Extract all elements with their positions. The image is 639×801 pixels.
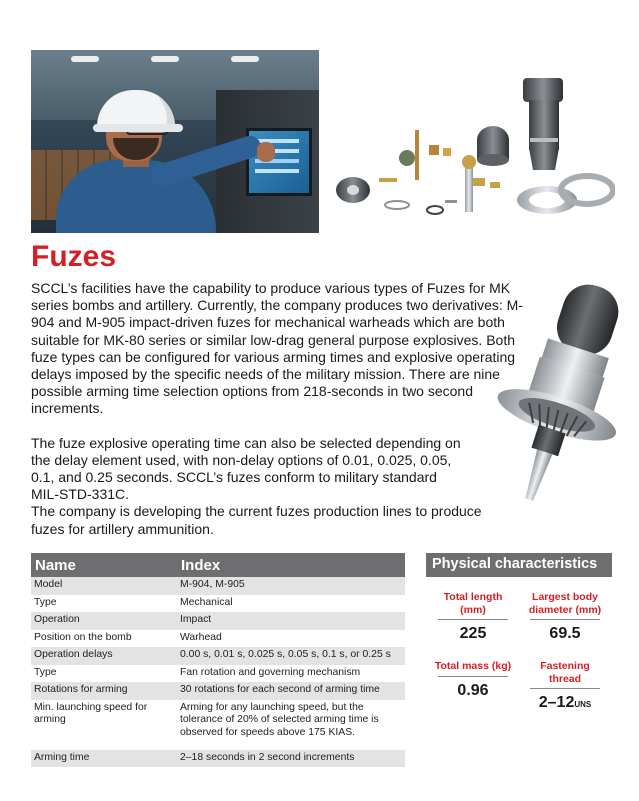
paragraph-development: The company is developing the current fuzes production lines to produce fuzes for artillery ammunition.	[31, 503, 482, 537]
paragraph-operating-time: The fuze explosive operating time can also be selected depending on the delay element used, with non-delay options of 0.01, 0.025, 0.05, 0.1, and 0.25 seconds. SCCL’s fuzes conform to military standard MIL-STD-331C.	[31, 434, 461, 503]
row-name: Rotations for arming	[31, 682, 177, 700]
total-length-cell	[434, 591, 512, 643]
paragraph-capabilities: SCCL’s facilities have the capability to produce various types of Fuzes for MK series bombs and artillery. Currently, the company produces two derivatives: M-904 and M-905 impact-driven fuzes for mechanical warheads which are both suitable for MK-80 series or similar low-drag general purpose explosives. Both fuze types can be configured for various arming times and explosive operating delays imposed by the specific needs of the military mission. There are nine possible arming time selection options from 218-seconds in two second increments.	[31, 280, 524, 417]
row-index: Impact	[177, 612, 405, 630]
fuze-parts-photo	[325, 50, 615, 233]
fuze-render-image	[465, 268, 630, 518]
table-row	[31, 665, 405, 683]
row-name: Position on the bomb	[34, 631, 132, 643]
fastening-thread-unit: UNS	[574, 700, 592, 709]
row-index: Fan rotation and governing mechanism	[180, 666, 361, 678]
physical-characteristics-panel	[426, 553, 612, 763]
row-index: Mechanical	[180, 596, 233, 608]
row-name: Operation	[31, 612, 177, 630]
total-mass-value: 0.96	[457, 681, 489, 699]
row-name: Min. launching speed for arming	[34, 701, 148, 725]
row-index: 0.00 s, 0.01 s, 0.025 s, 0.05 s, 0.1 s, or 0.25 s	[177, 647, 405, 665]
fastening-thread-value: 2–12UNS	[538, 694, 592, 711]
table-row	[31, 612, 405, 630]
row-name: Arming time	[31, 750, 177, 768]
table-row	[31, 595, 405, 613]
row-index: 2–18 seconds in 2 second increments	[177, 750, 405, 768]
row-index: Warhead	[180, 631, 222, 643]
specifications-table	[31, 553, 405, 767]
header-index: Index	[177, 553, 405, 577]
table-row	[31, 682, 405, 700]
row-index: Arming for any launching speed, but the tolerance of 20% of selected arming time is observed for speeds above 175 KIAS.	[180, 701, 379, 738]
total-mass-cell	[434, 660, 512, 700]
table-header-row	[31, 553, 405, 577]
table-row	[31, 700, 405, 750]
row-name: Model	[31, 577, 177, 595]
table-row	[31, 630, 405, 648]
body-diameter-label: Largest body diameter (mm)	[528, 591, 602, 616]
total-length-value: 225	[459, 625, 487, 642]
header-name: Name	[31, 553, 177, 577]
body-diameter-value: 69.5	[549, 625, 581, 642]
table-row	[31, 750, 405, 768]
worker-photo	[31, 50, 319, 233]
table-row	[31, 647, 405, 665]
row-index: 30 rotations for each second of arming time	[177, 682, 405, 700]
row-name: Operation delays	[31, 647, 177, 665]
fastening-thread-cell	[526, 660, 604, 712]
total-mass-label: Total mass (kg)	[434, 660, 512, 672]
page-title: Fuzes	[31, 240, 117, 273]
total-length-label: Total length (mm)	[443, 591, 503, 616]
row-index: M-904, M-905	[177, 577, 405, 595]
row-name: Type	[34, 596, 57, 608]
physical-characteristics-heading: Physical characteristics	[426, 553, 612, 577]
table-row	[31, 577, 405, 595]
row-name: Type	[34, 666, 57, 678]
body-diameter-cell	[526, 591, 604, 643]
fastening-thread-label: Fastening thread	[540, 660, 590, 685]
